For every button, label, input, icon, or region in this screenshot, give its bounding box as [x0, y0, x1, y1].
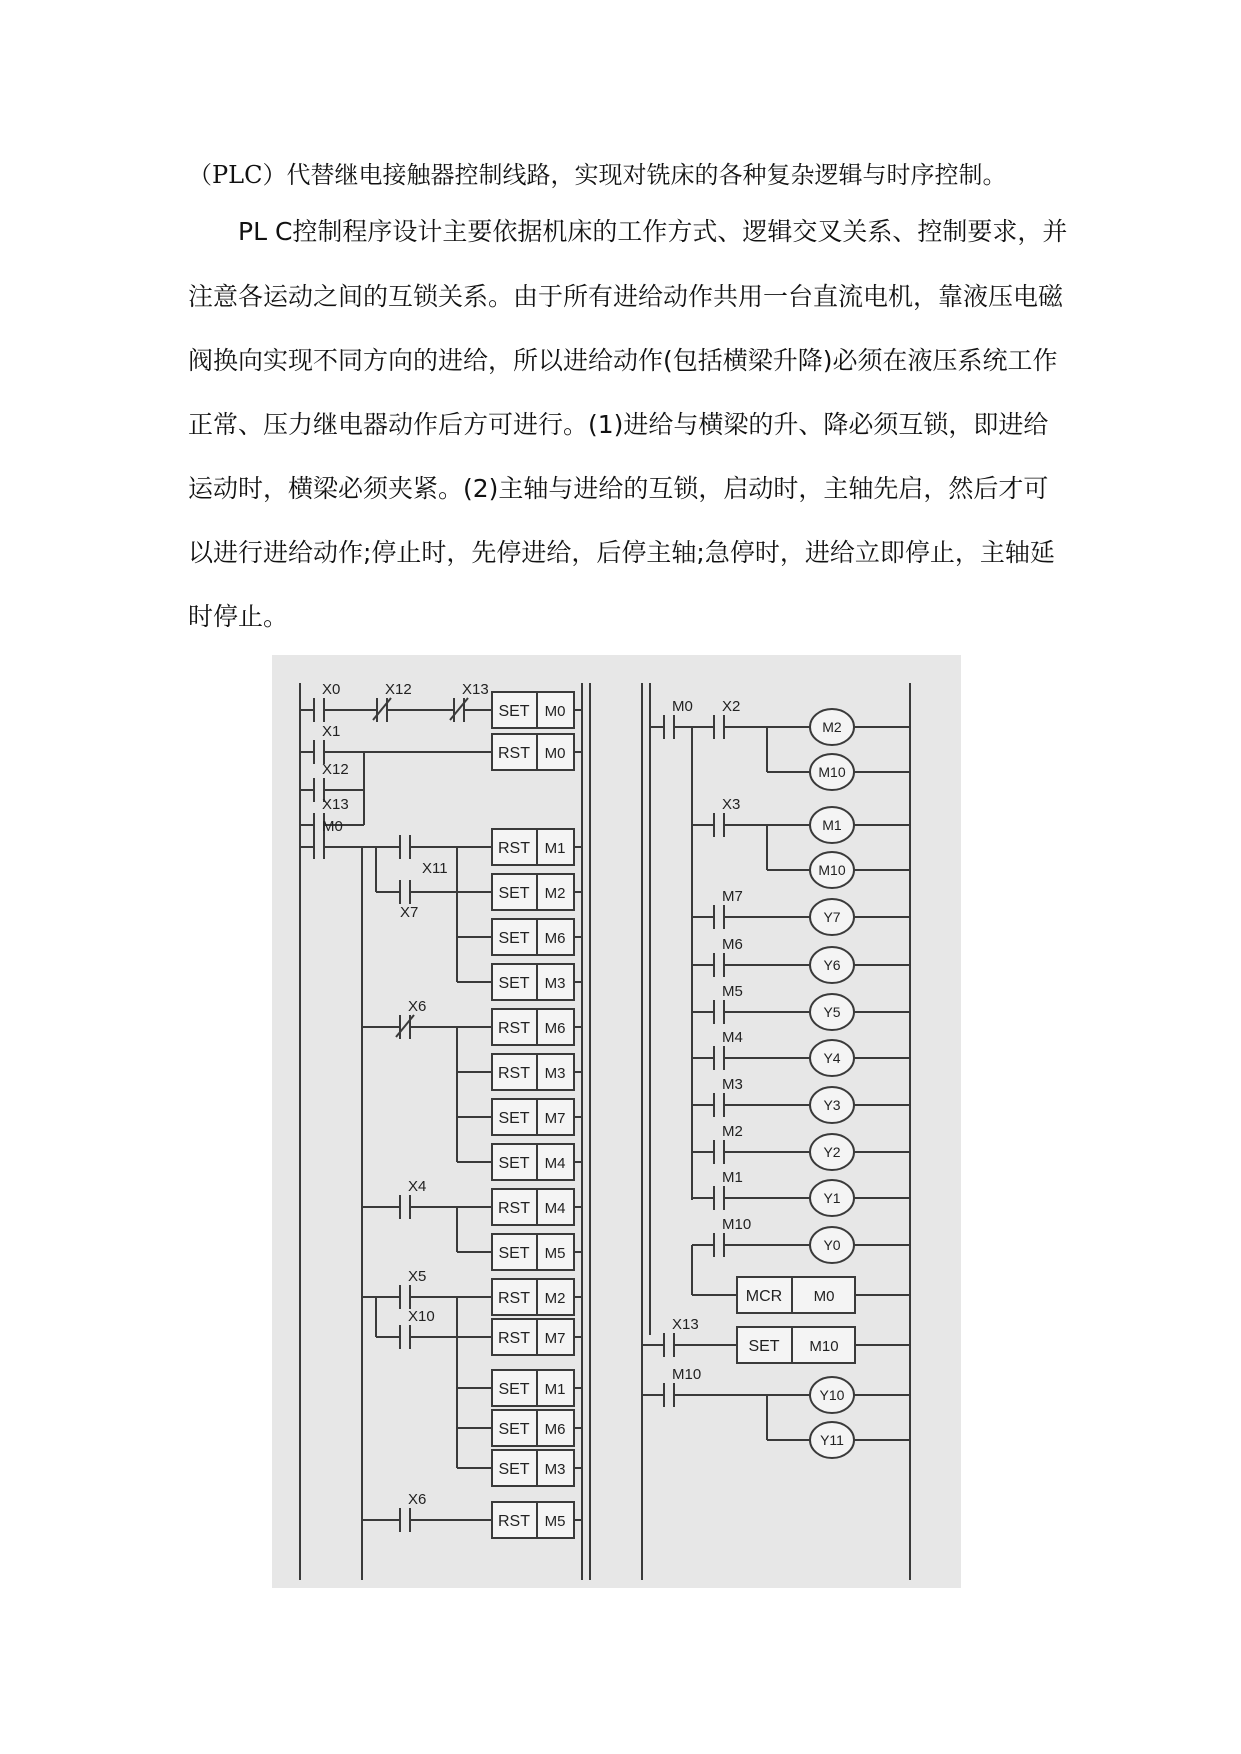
coil-label: M1 [822, 817, 842, 833]
contact-label: M6 [722, 936, 743, 953]
contact-label: X3 [722, 796, 741, 813]
instruction-op: SET [498, 703, 530, 720]
instruction-operand: M7 [544, 1110, 566, 1127]
instruction-op: MCR [745, 1288, 783, 1305]
instruction-op: SET [498, 975, 530, 992]
instruction-operand: M0 [813, 1288, 835, 1305]
instruction-operand: M10 [809, 1338, 839, 1355]
instruction-op: SET [498, 1155, 530, 1172]
coil-label: Y3 [823, 1097, 841, 1113]
contact-label: M10 [672, 1366, 702, 1383]
instruction-op: SET [498, 1381, 530, 1398]
instruction-operand: M5 [544, 1513, 566, 1530]
instruction-op: SET [498, 1245, 530, 1262]
instruction-operand: M6 [544, 930, 566, 947]
instruction-op: RST [498, 840, 530, 857]
paragraph-line: 正常、压力继电器动作后方可进行。(1)进给与横梁的升、降必须互锁，即进给 [188, 410, 1049, 439]
paragraph-line: 时停止。 [188, 602, 289, 631]
contact-label: M0 [322, 818, 343, 835]
instruction-op: RST [498, 1020, 530, 1037]
instruction-operand: M1 [544, 840, 566, 857]
contact-label: X7 [400, 904, 419, 921]
instruction-operand: M6 [544, 1020, 566, 1037]
contact-label: X13 [322, 796, 349, 813]
contact-label: M4 [722, 1029, 743, 1046]
contact-label: X13 [672, 1316, 699, 1333]
contact-label: X12 [385, 681, 412, 698]
instruction-operand: M0 [544, 703, 566, 720]
instruction-operand: M1 [544, 1381, 566, 1398]
paragraph-line: 运动时，横梁必须夹紧。(2)主轴与进给的互锁，启动时，主轴先启，然后才可 [188, 474, 1049, 503]
contact-label: X6 [408, 998, 427, 1015]
ladder-diagram [272, 655, 961, 1588]
contact-label: M2 [722, 1123, 743, 1140]
instruction-operand: M7 [544, 1330, 566, 1347]
paragraph-line: PL C控制程序设计主要依据机床的工作方式、逻辑交叉关系、控制要求，并 [238, 217, 1068, 246]
instruction-operand: M2 [544, 885, 566, 902]
instruction-op: RST [498, 1200, 530, 1217]
contact-label: X12 [322, 761, 349, 778]
instruction-operand: M6 [544, 1421, 566, 1438]
instruction-op: RST [498, 745, 530, 762]
instruction-operand: M4 [544, 1200, 566, 1217]
instruction-op: SET [748, 1338, 780, 1355]
instruction-op: SET [498, 1421, 530, 1438]
coil-label: Y1 [823, 1190, 841, 1206]
coil-label: Y2 [823, 1144, 841, 1160]
instruction-op: SET [498, 1461, 530, 1478]
instruction-operand: M4 [544, 1155, 566, 1172]
contact-label: X1 [322, 723, 341, 740]
contact-label: X4 [408, 1178, 427, 1195]
contact-label: X6 [408, 1491, 427, 1508]
instruction-op: SET [498, 930, 530, 947]
coil-label: Y6 [823, 957, 841, 973]
paragraph-line: 注意各运动之间的互锁关系。由于所有进给动作共用一台直流电机，靠液压电磁 [188, 282, 1064, 311]
coil-label: Y0 [823, 1237, 841, 1253]
paragraph-line: 阀换向实现不同方向的进给，所以进给动作(包括横梁升降)必须在液压系统工作 [188, 346, 1058, 375]
contact-label: M5 [722, 983, 743, 1000]
coil-label: M2 [822, 719, 842, 735]
instruction-operand: M2 [544, 1290, 566, 1307]
coil-label: Y10 [819, 1387, 845, 1403]
paragraph-line: 以进行进给动作;停止时，先停进给，后停主轴;急停时，进给立即停止，主轴延 [188, 538, 1055, 567]
instruction-operand: M0 [544, 745, 566, 762]
contact-label: M3 [722, 1076, 743, 1093]
instruction-operand: M5 [544, 1245, 566, 1262]
coil-label: M10 [818, 764, 846, 780]
instruction-op: RST [498, 1330, 530, 1347]
instruction-op: RST [498, 1290, 530, 1307]
instruction-operand: M3 [544, 1065, 566, 1082]
instruction-op: RST [498, 1065, 530, 1082]
contact-label: M7 [722, 888, 743, 905]
contact-label: X2 [722, 698, 741, 715]
instruction-operand: M3 [544, 975, 566, 992]
contact-label: M0 [672, 698, 693, 715]
instruction-op: SET [498, 885, 530, 902]
coil-label: Y5 [823, 1004, 841, 1020]
instruction-op: SET [498, 1110, 530, 1127]
contact-label: M10 [722, 1216, 752, 1233]
coil-label: M10 [818, 862, 846, 878]
coil-label: Y11 [820, 1432, 844, 1448]
coil-label: Y7 [823, 909, 841, 925]
contact-label: X11 [422, 860, 448, 877]
contact-label: X10 [408, 1308, 435, 1325]
instruction-operand: M3 [544, 1461, 566, 1478]
paragraph-line: （PLC）代替继电接触器控制线路，实现对铣床的各种复杂逻辑与时序控制。 [188, 161, 1007, 189]
contact-label: X13 [462, 681, 489, 698]
ladder-diagram-figure [272, 655, 961, 1588]
contact-label: X0 [322, 681, 341, 698]
contact-label: X5 [408, 1268, 427, 1285]
coil-label: Y4 [823, 1050, 841, 1066]
instruction-op: RST [498, 1513, 530, 1530]
contact-label: M1 [722, 1169, 743, 1186]
